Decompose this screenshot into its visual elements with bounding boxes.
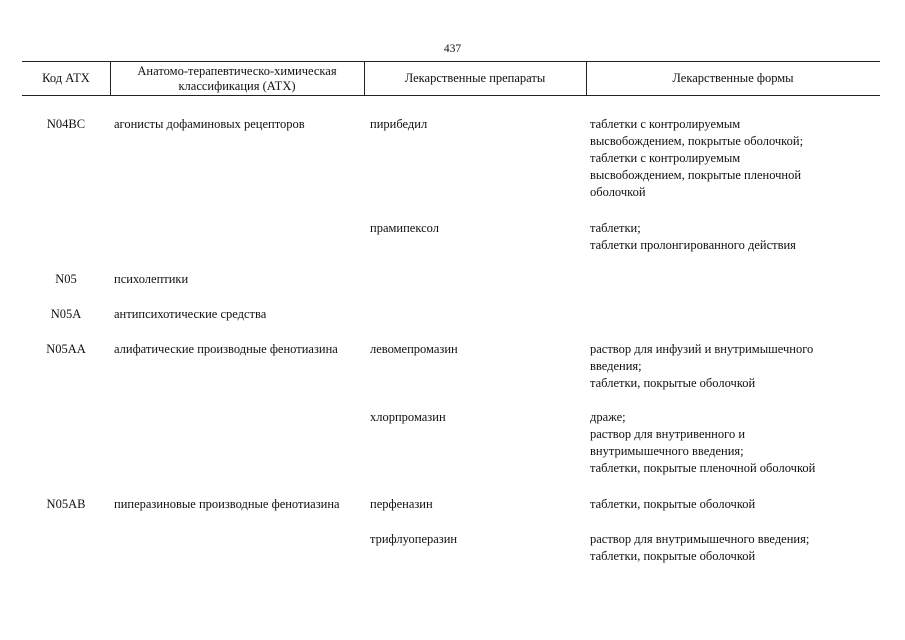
page-number: 437 <box>443 43 462 55</box>
dosage-forms: таблетки, покрытые оболочкой <box>590 497 756 511</box>
atc-code: N05 <box>55 272 77 286</box>
atc-code: N05AA <box>46 342 86 356</box>
drug-name: левомепромазин <box>370 342 458 356</box>
dosage-forms: драже; раствор для внутривенного и внутримышечного введения; таблетки, покрытые пленочной оболочкой <box>590 410 816 475</box>
header-forms: Лекарственные формы <box>672 71 794 85</box>
atc-classification: психолептики <box>114 272 189 286</box>
drug-name: перфеназин <box>370 497 433 511</box>
atc-code: N04BC <box>46 117 86 131</box>
atc-classification: пиперазиновые производные фенотиазина <box>114 497 340 511</box>
header-classification: Анатомо-терапевтическо-химическая классификация (АТХ) <box>137 63 337 93</box>
drug-name: прамипексол <box>370 221 439 235</box>
drug-name: пирибедил <box>370 117 428 131</box>
drug-name: хлорпромазин <box>370 410 446 424</box>
drug-name: трифлуоперазин <box>370 532 458 546</box>
table-header-rule <box>22 95 880 96</box>
dosage-forms: раствор для внутримышечного введения; таблетки, покрытые оболочкой <box>590 532 810 563</box>
atc-code: N05AB <box>46 497 86 511</box>
header-divider <box>586 61 587 95</box>
dosage-forms: таблетки с контролируемым высвобождением, покрытые оболочкой; таблетки с контролируемым высвобождением, покрытые пленочной оболочкой <box>590 117 804 199</box>
atc-classification: антипсихотические средства <box>114 307 267 321</box>
dosage-forms: таблетки; таблетки пролонгированного действия <box>590 221 796 252</box>
header-code: Код АТХ <box>42 71 90 85</box>
dosage-forms: раствор для инфузий и внутримышечного введения; таблетки, покрытые оболочкой <box>590 342 814 390</box>
header-drugs: Лекарственные препараты <box>404 71 546 85</box>
header-divider <box>364 61 365 95</box>
atc-code: N05A <box>50 307 82 321</box>
atc-classification: агонисты дофаминовых рецепторов <box>114 117 305 131</box>
header-divider <box>110 61 111 95</box>
atc-classification: алифатические производные фенотиазина <box>114 342 338 356</box>
